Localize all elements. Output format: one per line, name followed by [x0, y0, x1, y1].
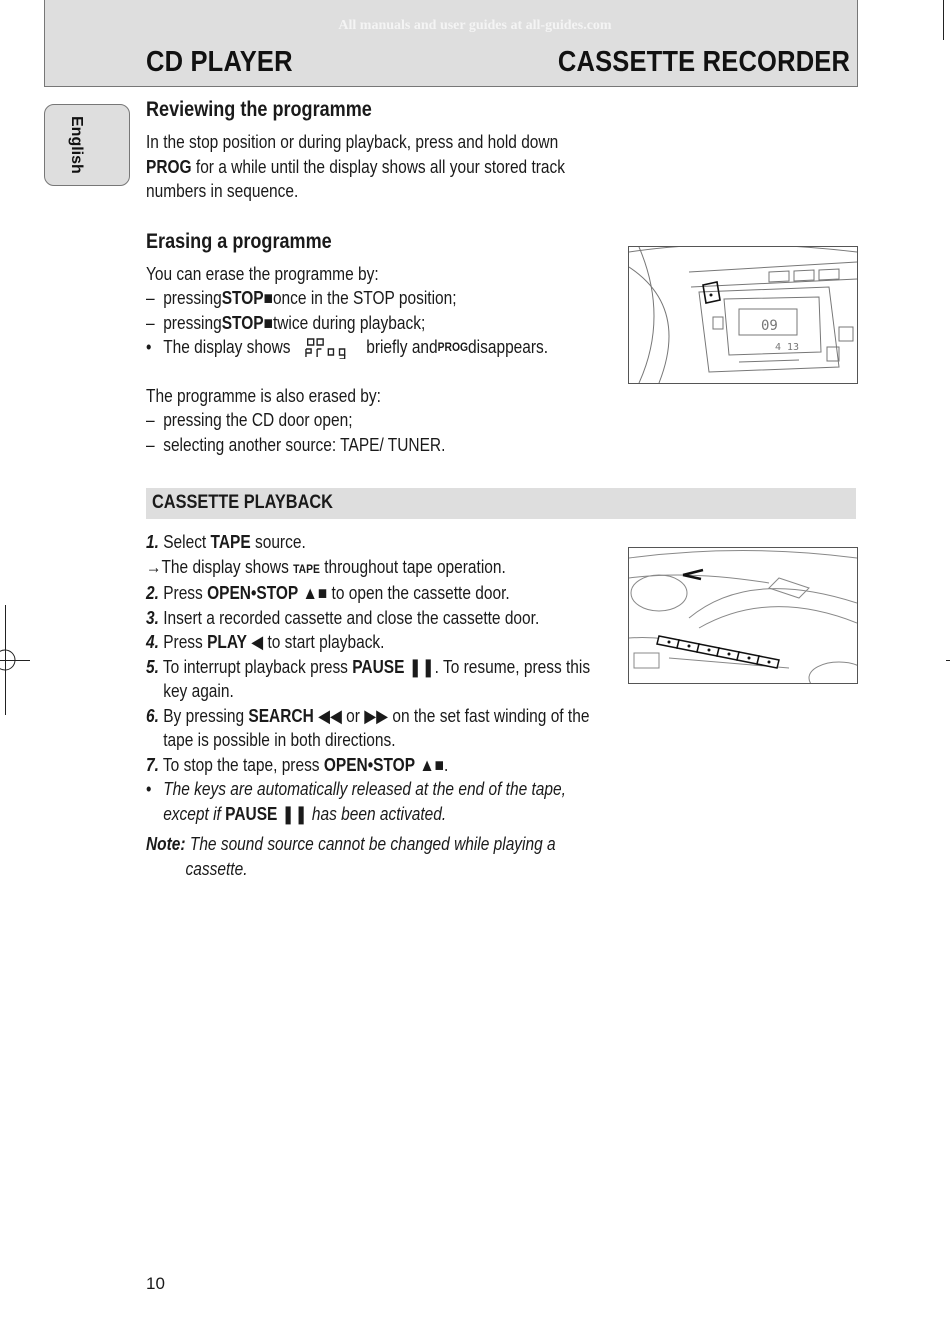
registration-circle-icon: [0, 648, 24, 672]
cassette-deck-illustration-icon: [629, 548, 857, 683]
header-left-title: CD PLAYER: [146, 46, 293, 78]
erasing-item-2: – pressing STOP ■ twice during playback;: [146, 312, 426, 333]
page-number: 10: [146, 1274, 165, 1293]
reviewing-heading: Reviewing the programme: [146, 98, 372, 121]
step-1-result: →The display shows TAPE throughout tape operation.: [146, 556, 506, 577]
step-7: 7. To stop the tape, press OPEN•STOP ▲■.: [146, 754, 449, 775]
step-6-cont: tape is possible in both directions.: [163, 730, 396, 750]
note-label: Note:: [146, 834, 186, 854]
erasing-also: The programme is also erased by:: [146, 385, 381, 406]
erasing-also-item-1: – pressing the CD door open;: [146, 410, 353, 430]
step-4: 4. Press PLAY ◀ to start playback.: [146, 632, 385, 652]
language-tab-label: English: [68, 116, 85, 174]
eject-stop-icon: ▲■: [415, 754, 445, 775]
cassette-steps: [146, 530, 616, 881]
pause-icon: ❚❚: [277, 803, 308, 824]
note-line-2: cassette.: [185, 858, 248, 879]
rewind-icon: ◀◀: [313, 705, 342, 726]
step-3: 3. Insert a recorded cassette and close the cassette door.: [146, 607, 540, 628]
watermark: All manuals and user guides at all-guides.com: [338, 18, 612, 33]
erasing-intro: You can erase the programme by:: [146, 263, 379, 284]
boombox-display-illustration-icon: [629, 247, 857, 383]
note-bullet-1: • The keys are automatically released at the end of the tape,: [146, 779, 566, 799]
arrow-right-icon: →: [146, 556, 162, 577]
erasing-heading: Erasing a programme: [146, 229, 332, 253]
note-bullet-2: except if PAUSE ❚❚ has been activated.: [163, 803, 447, 824]
crop-mark-top-right: [943, 0, 944, 40]
reviewing-line-3: numbers in sequence.: [146, 181, 299, 201]
cd-display-figure: [628, 246, 858, 384]
step-1: 1. Select TAPE source.: [146, 532, 306, 552]
play-icon: ◀: [246, 632, 264, 652]
step-6: 6. By pressing SEARCH ◀◀ or ▶▶ on the set fast winding of the: [146, 705, 590, 726]
prog-key: PROG: [146, 156, 192, 177]
cassette-section-title: CASSETTE PLAYBACK: [152, 492, 333, 513]
note-line-1: Note: The sound source cannot be changed while playing a: [146, 834, 556, 854]
header-right-title: CASSETTE RECORDER: [557, 46, 850, 78]
reviewing-line-2: PROG for a while until the display shows all your stored track: [146, 156, 566, 177]
cassette-deck-figure: [628, 547, 858, 684]
erasing-also-item-2: – selecting another source: TAPE/ TUNER.: [146, 434, 446, 455]
display-readout-time: 4 13: [775, 342, 800, 353]
pause-icon: ❚❚: [404, 656, 435, 677]
display-readout-track: 09: [761, 318, 778, 334]
erasing-item-1: – pressing STOP ■ once in the STOP position;: [146, 288, 457, 308]
reviewing-line-1: In the stop position or during playback, press and hold down: [146, 132, 559, 152]
step-5: 5. To interrupt playback press PAUSE ❚❚. To resume, press this: [146, 656, 591, 677]
eject-stop-icon: ▲■: [298, 583, 328, 603]
crop-mark-right: [946, 660, 950, 661]
erasing-item-3: • The display shows briefly and PROG disappears.: [146, 337, 549, 357]
prog-display-glyph-icon: [294, 335, 363, 359]
fast-forward-icon: ▶▶: [364, 705, 389, 726]
step-5-cont: key again.: [163, 681, 234, 701]
step-2: 2. Press OPEN•STOP ▲■ to open the cassette door.: [146, 583, 510, 603]
main-content: [146, 96, 616, 457]
